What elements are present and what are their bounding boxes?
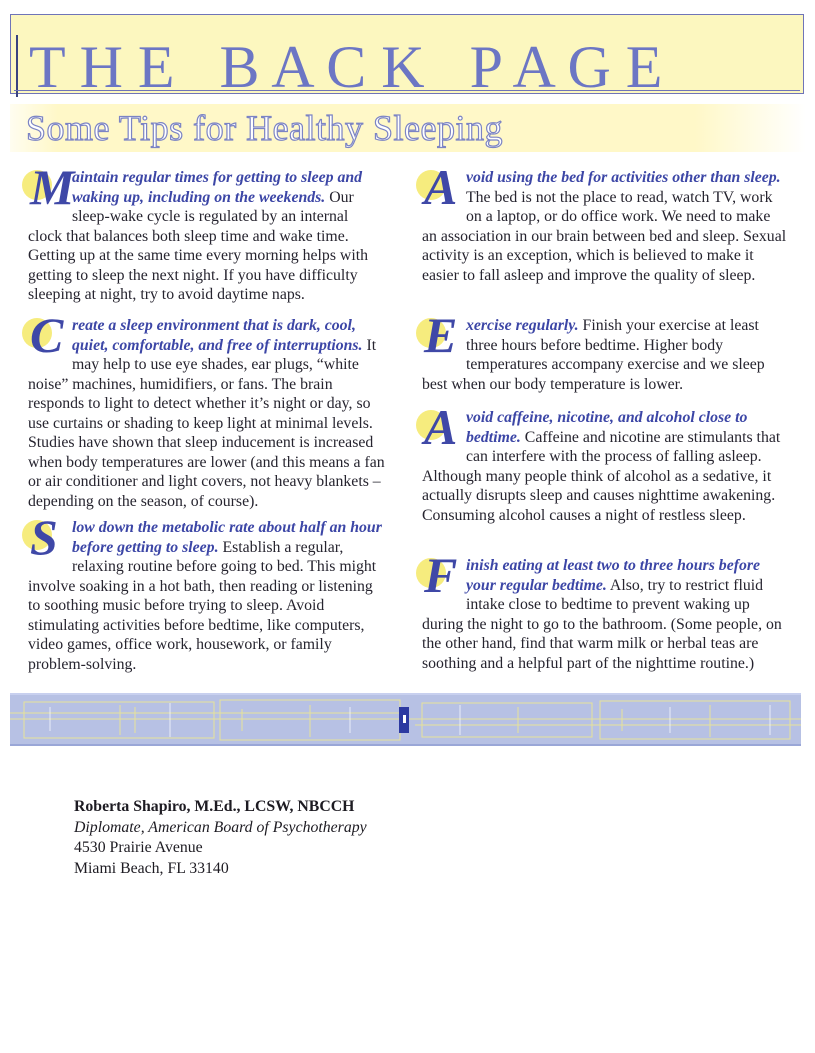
dropcap-letter: M — [30, 159, 75, 215]
masthead-accent-bar — [16, 35, 18, 97]
dropcap-letter: C — [30, 307, 64, 363]
tip-lead: reate a sleep environment that is dark, cool, quiet, comfortable, and free of interruptions. — [72, 317, 363, 354]
tip-lead: void using the bed for activities other than sleep. — [466, 169, 781, 186]
author-title: Diplomate, American Board of Psychotherapy — [74, 818, 367, 836]
tip-bed-use — [422, 159, 788, 285]
dropcap-letter: A — [424, 159, 458, 215]
address-line-1: 4530 Prairie Avenue — [74, 839, 203, 856]
dropcap — [422, 159, 460, 215]
dropcap-letter: S — [30, 509, 58, 565]
dropcap — [28, 307, 66, 363]
tip-finish-eating — [422, 547, 788, 673]
address-line-2: Miami Beach, FL 33140 — [74, 859, 229, 877]
tip-body: Our sleep-wake cycle is regulated by an internal clock that balances both sleep time and wake time. Getting up at the same time every morning helps with getting to sleep the next night. If you have difficulty sleeping at night, try to avoid daytime naps. — [28, 188, 368, 303]
tip-regular-times — [28, 159, 386, 305]
tip-body: Finish your exercise at least three hours before bedtime. Higher body temperatures accompany exercise and we sleep best when our body temperature is lower. — [422, 317, 765, 393]
tip-exercise — [422, 307, 788, 394]
dropcap-letter: F — [424, 547, 458, 603]
tip-sleep-environment — [28, 307, 386, 511]
tip-body: Caffeine and nicotine are stimulants that can interfere with the process of falling asleep. Although many people think of alcohol as a sedative, it actually disrupts sleep and causes nighttime awakening. Consuming alcohol causes a night of restless sleep. — [422, 428, 781, 524]
tip-avoid-stimulants — [422, 399, 788, 525]
dropcap-letter: E — [424, 307, 458, 363]
divider-pattern — [10, 695, 801, 744]
page-subtitle: Some Tips for Healthy Sleeping — [26, 108, 504, 148]
tip-lead: inish eating at least two to three hours before your regular bedtime. — [466, 557, 761, 594]
dropcap — [28, 159, 75, 215]
tip-lead: xercise regularly. — [466, 317, 579, 334]
author-signature — [74, 797, 474, 879]
tip-body: It may help to use eye shades, ear plugs, “white noise” machines, humidifiers, or fans. The brain responds to light to detect whether it’s night or day, so use curtains or shading to keep light at minimal levels. Studies have shown that sleep inducement is increased when body temperatures are lower (and this means a fan or air conditioner and light covers, not heavy blankets – depending on the season, of course). — [28, 336, 385, 510]
tip-lead: low down the metabolic rate about half an hour before getting to sleep. — [72, 519, 382, 556]
masthead — [10, 14, 804, 100]
dropcap — [422, 307, 460, 363]
tip-slow-metabolic-rate — [28, 509, 386, 674]
tip-lead: void caffeine, nicotine, and alcohol close to bedtime. — [466, 409, 748, 446]
dropcap — [28, 509, 66, 565]
tip-body: The bed is not the place to read, watch TV, work on a laptop, or do office work. We need to make an association in our brain between bed and sleep. Sexual activity is an exception, which is believed to make it easier to fall asleep and improve the quality of sleep. — [422, 188, 787, 284]
masthead-title: T H E B A C K P A G E — [29, 34, 663, 100]
tip-body: Establish a regular, relaxing routine before going to bed. This might involve soaking in a hot bath, then reading or listening to soothing music before trying to sleep. Avoid stimulating activities before bedtime, like computers, video games, office work, housework, or family problem-solving. — [28, 538, 377, 673]
dropcap — [422, 399, 460, 455]
decorative-divider — [10, 693, 801, 746]
tip-body: Also, try to restrict fluid intake close to bedtime to prevent waking up during the night to go to the bathroom. (Some people, on the other hand, find that warm milk or herbal teas are soothing and a helpful part of the nighttime routine.) — [422, 576, 782, 672]
dropcap-letter: A — [424, 399, 458, 455]
dropcap — [422, 547, 460, 603]
author-name: Roberta Shapiro, M.Ed., LCSW, NBCCH — [74, 798, 355, 815]
tip-lead: aintain regular times for getting to sleep and waking up, including on the weekends. — [72, 169, 363, 206]
